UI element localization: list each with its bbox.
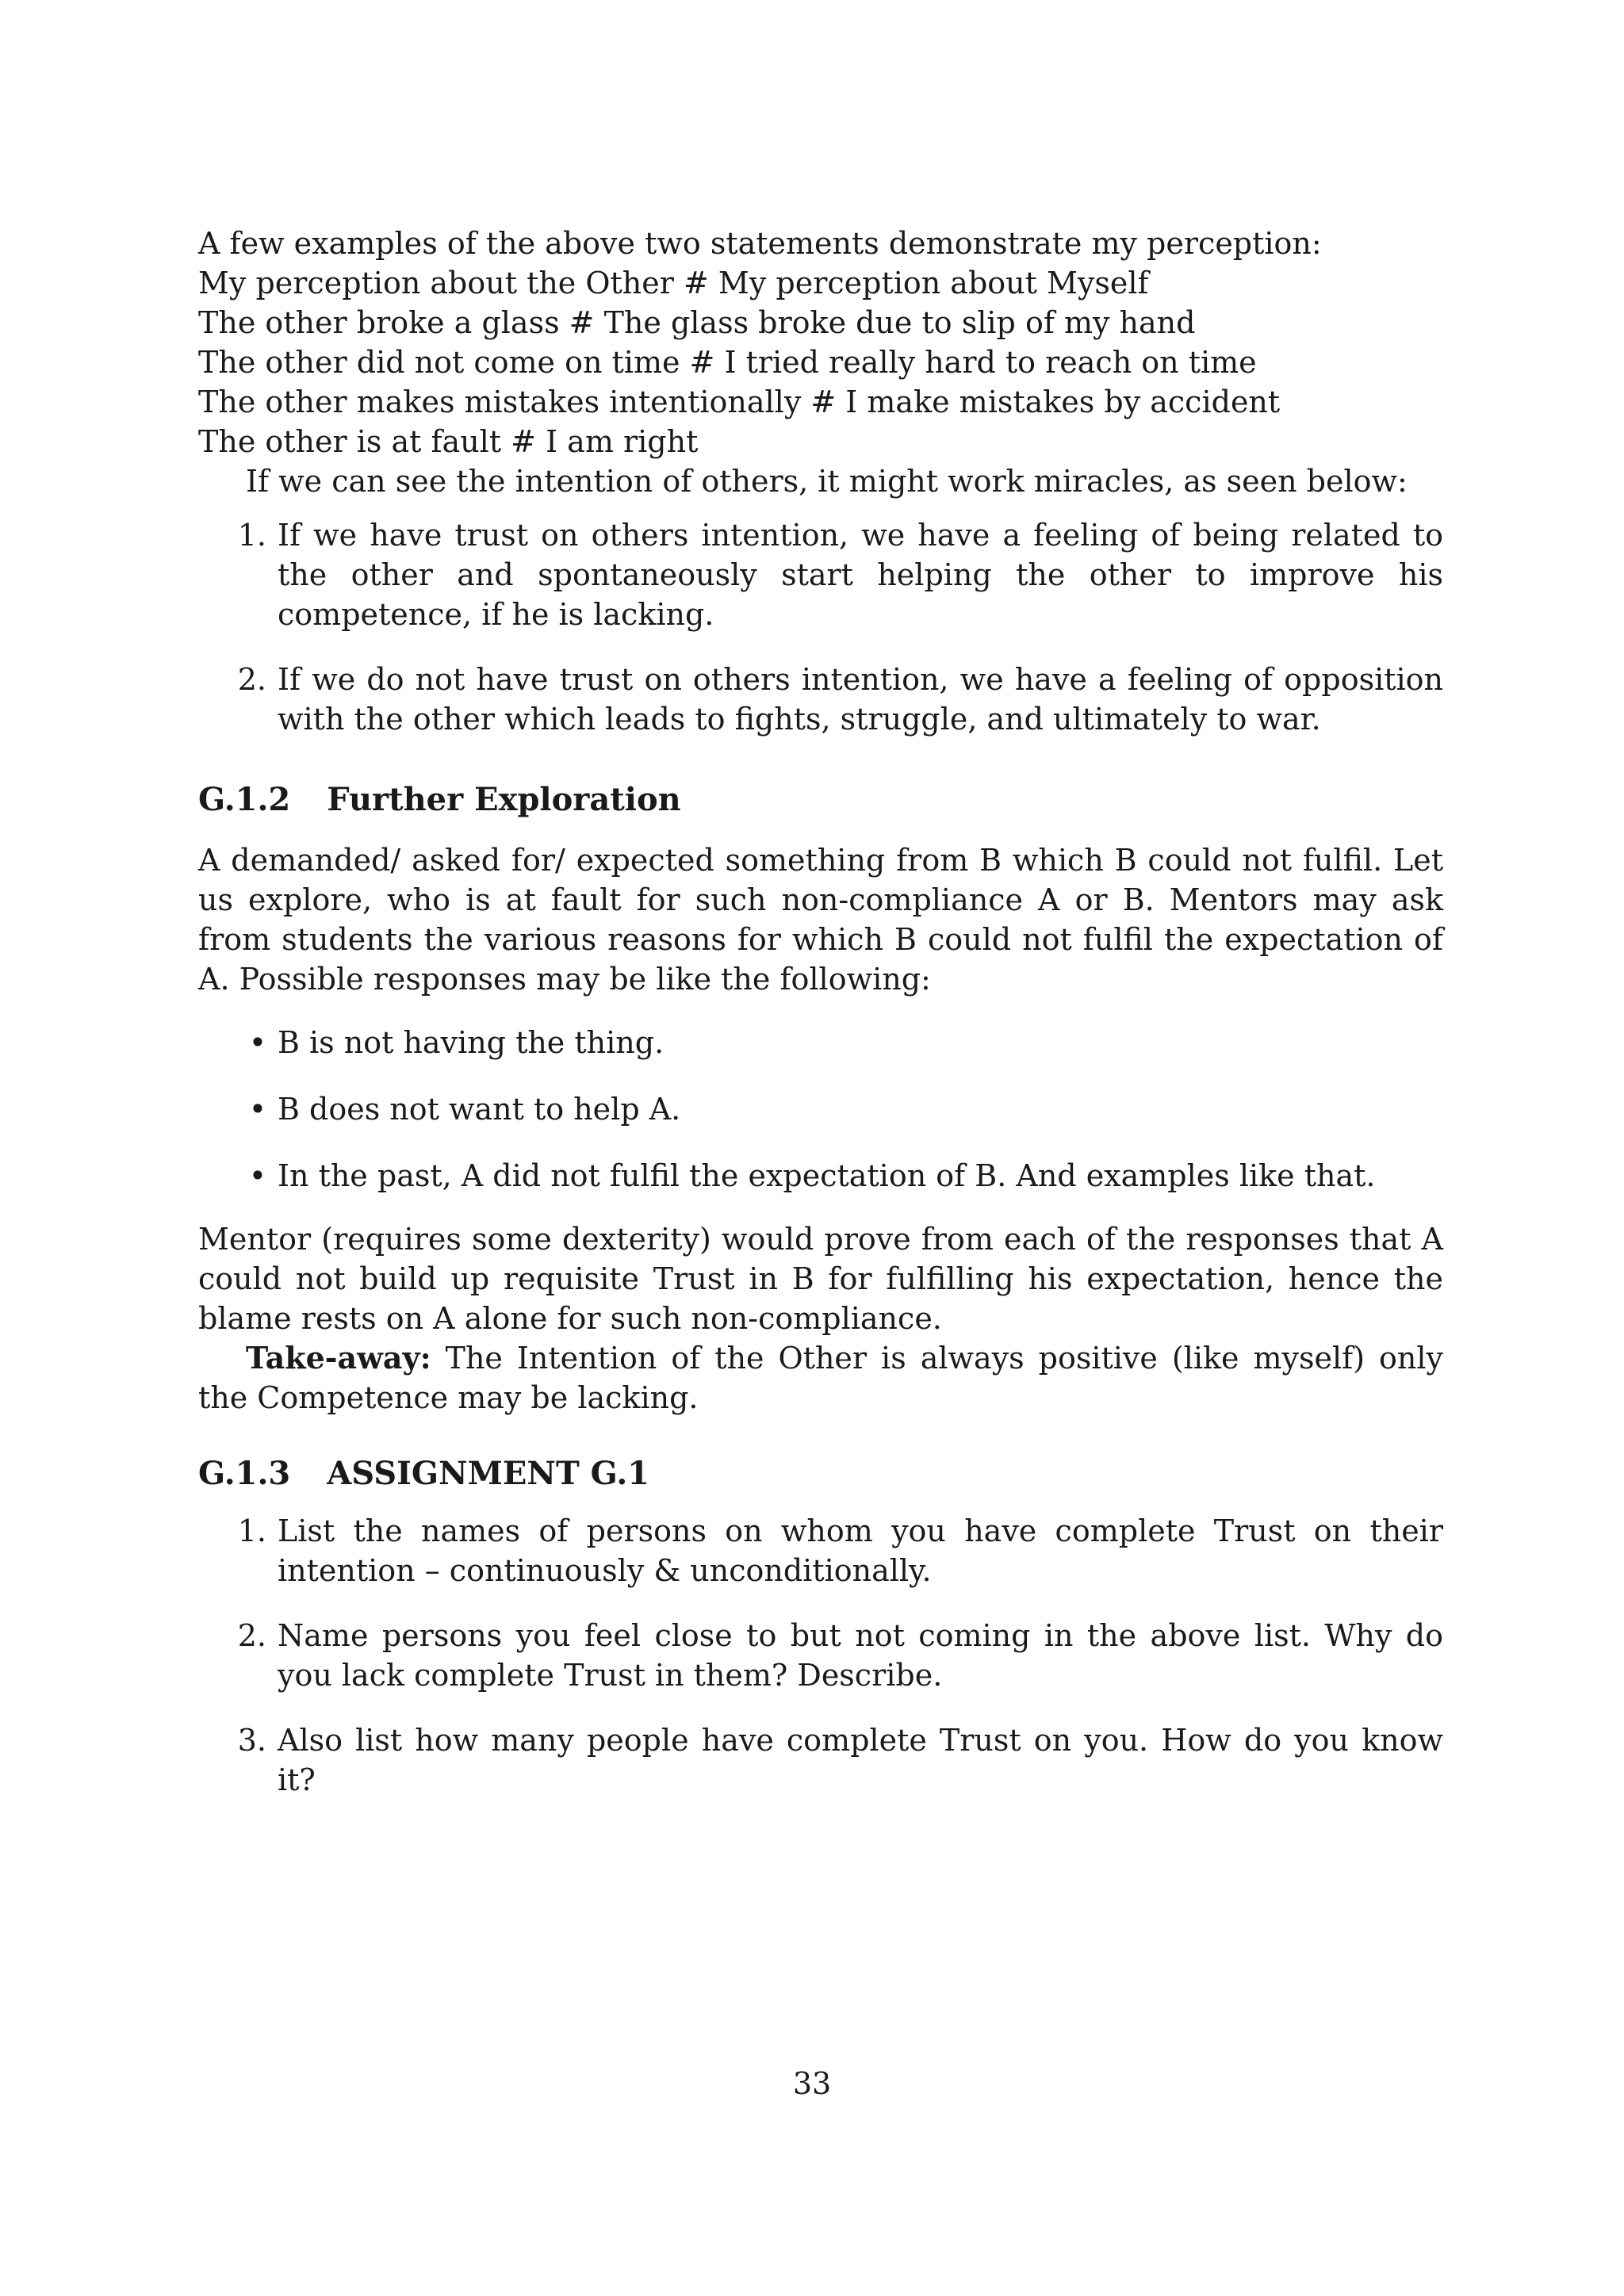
list-item	[198, 660, 1443, 739]
item-number: 2.	[237, 662, 266, 697]
item-text: List the names of persons on whom you have complete Trust on their intention – continuously & unconditionally.	[278, 1513, 1443, 1588]
item-text: If we do not have trust on others intention, we have a feeling of opposition with the other which leads to fights, struggle, and ultimately to war.	[278, 662, 1443, 737]
page-number: 33	[792, 2066, 832, 2101]
takeaway-text: The Intention of the Other is always positive (like myself) only the Competence may be lacking.	[198, 1341, 1443, 1415]
intro-line: The other broke a glass # The glass broke due to slip of my hand	[198, 305, 1196, 340]
item-text: If we have trust on others intention, we have a feeling of being related to the other and spontaneously start helping the other to improve his competence, if he is lacking.	[278, 518, 1443, 632]
page-body	[198, 224, 1443, 1800]
exploration-paragraph: A demanded/ asked for/ expected something from B which B could not fulfil. Let us explore, who is at fault for such non-compliance A or B. Mentors may ask from students the various reasons for which B could not fulfil the expectation of A. Possible responses may be like the following:	[198, 843, 1443, 997]
section-heading-g13	[198, 1454, 1443, 1494]
takeaway-label: Take-away:	[246, 1340, 431, 1376]
intro-line: A few examples of the above two statements demonstrate my perception:	[198, 226, 1322, 261]
item-number: 1.	[237, 1513, 266, 1548]
bullet-icon: •	[248, 1092, 267, 1127]
list-item	[198, 1511, 1443, 1590]
item-text: Name persons you feel close to but not coming in the above list. Why do you lack complete Trust in them? Describe.	[278, 1618, 1443, 1693]
intro-line: The other makes mistakes intentionally # I make mistakes by accident	[198, 385, 1281, 419]
intro-line: The other is at fault # I am right	[198, 424, 699, 459]
section-heading-g12	[198, 780, 1443, 820]
item-number: 1.	[237, 518, 266, 553]
intro-lines	[198, 224, 1443, 501]
section-number: G.1.2	[198, 781, 291, 818]
takeaway-paragraph	[198, 1338, 1443, 1418]
bullet-icon: •	[248, 1025, 267, 1060]
item-text: Also list how many people have complete Trust on you. How do you know it?	[278, 1723, 1443, 1797]
list-item	[198, 1089, 1443, 1129]
responses-list	[198, 1023, 1443, 1196]
list-item	[198, 1616, 1443, 1695]
item-number: 2.	[237, 1618, 266, 1653]
item-text: In the past, A did not fulfil the expectation of B. And examples like that.	[278, 1158, 1376, 1193]
item-text: B is not having the thing.	[278, 1025, 665, 1060]
list-item	[198, 1156, 1443, 1196]
section-number: G.1.3	[198, 1455, 291, 1492]
intro-line: The other did not come on time # I tried really hard to reach on time	[198, 345, 1257, 380]
item-number: 3.	[237, 1723, 266, 1758]
mentor-paragraph: Mentor (requires some dexterity) would prove from each of the responses that A could not build up requisite Trust in B for fulfilling his expectation, hence the blame rests on A alone for such non-compliance.	[198, 1222, 1443, 1336]
section-title: Further Exploration	[327, 781, 681, 818]
section-title: ASSIGNMENT G.1	[327, 1455, 650, 1492]
intention-list	[198, 515, 1443, 739]
assignment-list	[198, 1511, 1443, 1800]
miracles-sentence: If we can see the intention of others, it might work miracles, as seen below:	[246, 464, 1408, 499]
bullet-icon: •	[248, 1158, 267, 1193]
list-item	[198, 1023, 1443, 1062]
intro-line: My perception about the Other # My perception about Myself	[198, 266, 1149, 300]
list-item	[198, 1720, 1443, 1800]
item-text: B does not want to help A.	[278, 1092, 681, 1127]
list-item	[198, 515, 1443, 634]
